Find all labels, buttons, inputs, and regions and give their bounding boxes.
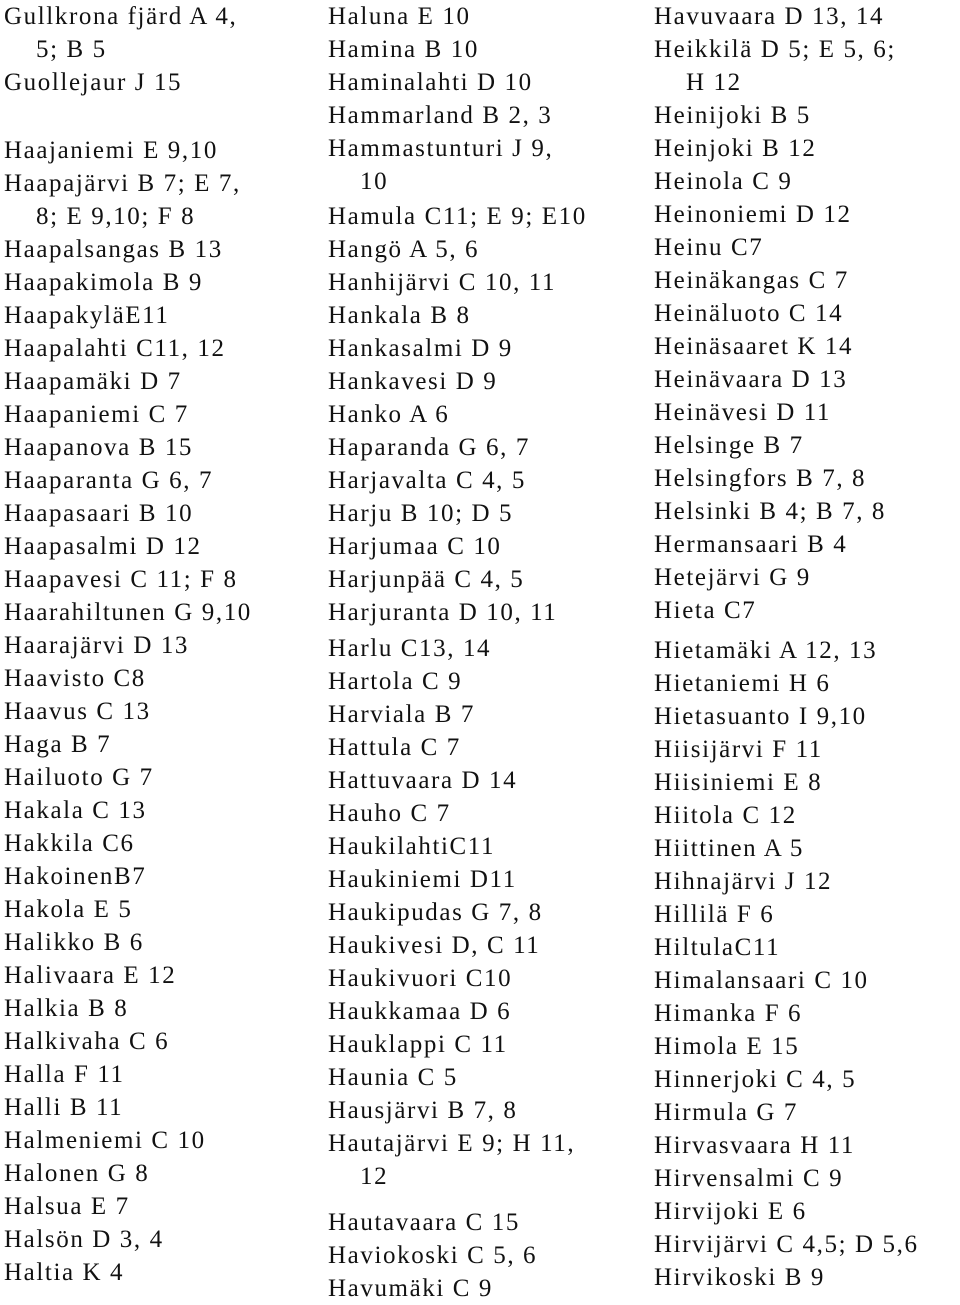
index-entry: HaukilahtiC11 [328, 833, 496, 860]
index-entry: Haukkamaa D 6 [328, 998, 512, 1025]
index-entry: Haajaniemi E 9,10 [4, 137, 218, 164]
index-entry: Haukipudas G 7, 8 [328, 899, 543, 926]
index-entry: Heinijoki B 5 [654, 102, 811, 129]
index-entry: Heinäluoto C 14 [654, 300, 844, 327]
index-entry: Haapakimola B 9 [4, 269, 203, 296]
index-entry: Haapajärvi B 7; E 7, [4, 170, 241, 197]
index-entry: Hartola C 9 [328, 668, 463, 695]
index-entry: Heinäsaaret K 14 [654, 333, 854, 360]
index-entry: Halkivaha C 6 [4, 1028, 170, 1055]
index-entry: Hauklappi C 11 [328, 1031, 508, 1058]
index-entry: Heinävesi D 11 [654, 399, 831, 426]
index-entry: Hammastunturi J 9, [328, 135, 554, 162]
index-entry: Halmeniemi C 10 [4, 1127, 206, 1154]
index-entry: Hirvensalmi C 9 [654, 1165, 844, 1192]
index-entry: Hihnajärvi J 12 [654, 868, 833, 895]
index-entry: Haminalahti D 10 [328, 69, 533, 96]
index-entry: Havuvaara D 13, 14 [654, 3, 885, 30]
index-entry: Harjunpää C 4, 5 [328, 566, 525, 593]
index-entry: Harjavalta C 4, 5 [328, 467, 526, 494]
index-entry: Hirvijoki E 6 [654, 1198, 807, 1225]
index-entry: Hautavaara C 15 [328, 1209, 520, 1236]
index-entry: HaapakyläE11 [4, 302, 170, 329]
index-entry: HiltulaC11 [654, 934, 781, 961]
index-entry: Haarajärvi D 13 [4, 632, 190, 659]
index-entry: Hiisiniemi E 8 [654, 769, 823, 796]
index-entry: Heinjoki B 12 [654, 135, 817, 162]
index-entry: Hailuoto G 7 [4, 764, 154, 791]
index-entry: Halla F 11 [4, 1061, 125, 1088]
index-entry: Hetejärvi G 9 [654, 564, 811, 591]
index-entry: Hamina B 10 [328, 36, 479, 63]
index-entry: Hakkila C6 [4, 830, 135, 857]
index-entry: Harjuranta D 10, 11 [328, 599, 558, 626]
index-entry: Hamula C11; E 9; E10 [328, 203, 587, 230]
index-entry: Hinnerjoki C 4, 5 [654, 1066, 857, 1093]
index-entry: Haltia K 4 [4, 1259, 125, 1286]
index-entry: Haga B 7 [4, 731, 112, 758]
index-entry-continuation: 5; B 5 [36, 36, 107, 63]
index-entry: Haarahiltunen G 9,10 [4, 599, 252, 626]
index-entry: Heinävaara D 13 [654, 366, 848, 393]
index-entry: Hirvikoski B 9 [654, 1264, 826, 1291]
index-entry: Hanko A 6 [328, 401, 450, 428]
index-entry: Haapasalmi D 12 [4, 533, 202, 560]
index-entry: Hauho C 7 [328, 800, 451, 827]
index-entry: Hattula C 7 [328, 734, 461, 761]
index-entry: Heinu C7 [654, 234, 764, 261]
index-entry: Hermansaari B 4 [654, 531, 848, 558]
index-entry: Hietamäki A 12, 13 [654, 637, 878, 664]
index-entry: Haukiniemi D11 [328, 866, 517, 893]
index-entry: Heinoniemi D 12 [654, 201, 852, 228]
index-entry: Hiitola C 12 [654, 802, 797, 829]
index-entry: Hietaniemi H 6 [654, 670, 831, 697]
index-entry: Hankavesi D 9 [328, 368, 498, 395]
index-entry: Harviala B 7 [328, 701, 475, 728]
index-entry: Halsua E 7 [4, 1193, 130, 1220]
index-entry: Harju B 10; D 5 [328, 500, 514, 527]
index-entry: Haunia C 5 [328, 1064, 458, 1091]
index-entry: Gullkrona fjärd A 4, [4, 3, 238, 30]
index-entry: Hillilä F 6 [654, 901, 775, 928]
index-entry: Hanhijärvi C 10, 11 [328, 269, 557, 296]
index-entry-continuation: 8; E 9,10; F 8 [36, 203, 196, 230]
index-entry-continuation: 10 [360, 168, 389, 195]
index-entry: Haukivesi D, C 11 [328, 932, 541, 959]
index-entry: Haapanova B 15 [4, 434, 194, 461]
index-entry: Haavus C 13 [4, 698, 151, 725]
index-entry: Haluna E 10 [328, 3, 471, 30]
index-entry: Heinäkangas C 7 [654, 267, 849, 294]
index-entry: Hammarland B 2, 3 [328, 102, 553, 129]
index-entry: Havumäki C 9 [328, 1275, 494, 1302]
index-entry: Hiittinen A 5 [654, 835, 804, 862]
index-entry: Hautajärvi E 9; H 11, [328, 1130, 576, 1157]
index-entry: Hankala B 8 [328, 302, 471, 329]
index-entry: Haaparanta G 6, 7 [4, 467, 214, 494]
index-entry: Haapasaari B 10 [4, 500, 194, 527]
index-entry: Hakola E 5 [4, 896, 133, 923]
index-entry: Haapalahti C11, 12 [4, 335, 226, 362]
index-entry: HakoinenB7 [4, 863, 147, 890]
index-entry: Halivaara E 12 [4, 962, 177, 989]
index-entry: Harlu C13, 14 [328, 635, 492, 662]
index-entry: Halli B 11 [4, 1094, 124, 1121]
index-entry: Hattuvaara D 14 [328, 767, 518, 794]
index-entry: Haparanda G 6, 7 [328, 434, 530, 461]
index-entry: Harjumaa C 10 [328, 533, 502, 560]
index-entry: Heikkilä D 5; E 5, 6; [654, 36, 896, 63]
index-entry: Haapamäki D 7 [4, 368, 182, 395]
index-entry: Helsingfors B 7, 8 [654, 465, 867, 492]
index-entry: Haapalsangas B 13 [4, 236, 223, 263]
index-entry: Hieta C7 [654, 597, 757, 624]
index-entry-continuation: H 12 [686, 69, 742, 96]
index-entry: Haukivuori C10 [328, 965, 513, 992]
index-entry: Hirvasvaara H 11 [654, 1132, 855, 1159]
index-entry: Hakala C 13 [4, 797, 147, 824]
index-entry: Helsinge B 7 [654, 432, 804, 459]
index-entry: Heinola C 9 [654, 168, 793, 195]
index-entry: Helsinki B 4; B 7, 8 [654, 498, 887, 525]
index-entry: Halkia B 8 [4, 995, 129, 1022]
index-entry: Hirmula G 7 [654, 1099, 798, 1126]
index-entry: Haapavesi C 11; F 8 [4, 566, 238, 593]
index-entry: Himanka F 6 [654, 1000, 803, 1027]
index-entry: Haavisto C8 [4, 665, 146, 692]
index-entry: Hankasalmi D 9 [328, 335, 513, 362]
index-entry: Hausjärvi B 7, 8 [328, 1097, 518, 1124]
index-entry: Himola E 15 [654, 1033, 800, 1060]
index-entry: Hietasuanto I 9,10 [654, 703, 867, 730]
index-entry: Haviokoski C 5, 6 [328, 1242, 538, 1269]
index-entry: Haapaniemi C 7 [4, 401, 189, 428]
index-entry: Hangö A 5, 6 [328, 236, 480, 263]
index-entry: Hirvijärvi C 4,5; D 5,6 [654, 1231, 919, 1258]
index-entry: Halikko B 6 [4, 929, 144, 956]
index-entry-continuation: 12 [360, 1163, 389, 1190]
index-entry: Hiisijärvi F 11 [654, 736, 823, 763]
index-entry: Halonen G 8 [4, 1160, 150, 1187]
index-entry: Guollejaur J 15 [4, 69, 183, 96]
index-entry: Himalansaari C 10 [654, 967, 869, 994]
index-entry: Halsön D 3, 4 [4, 1226, 164, 1253]
